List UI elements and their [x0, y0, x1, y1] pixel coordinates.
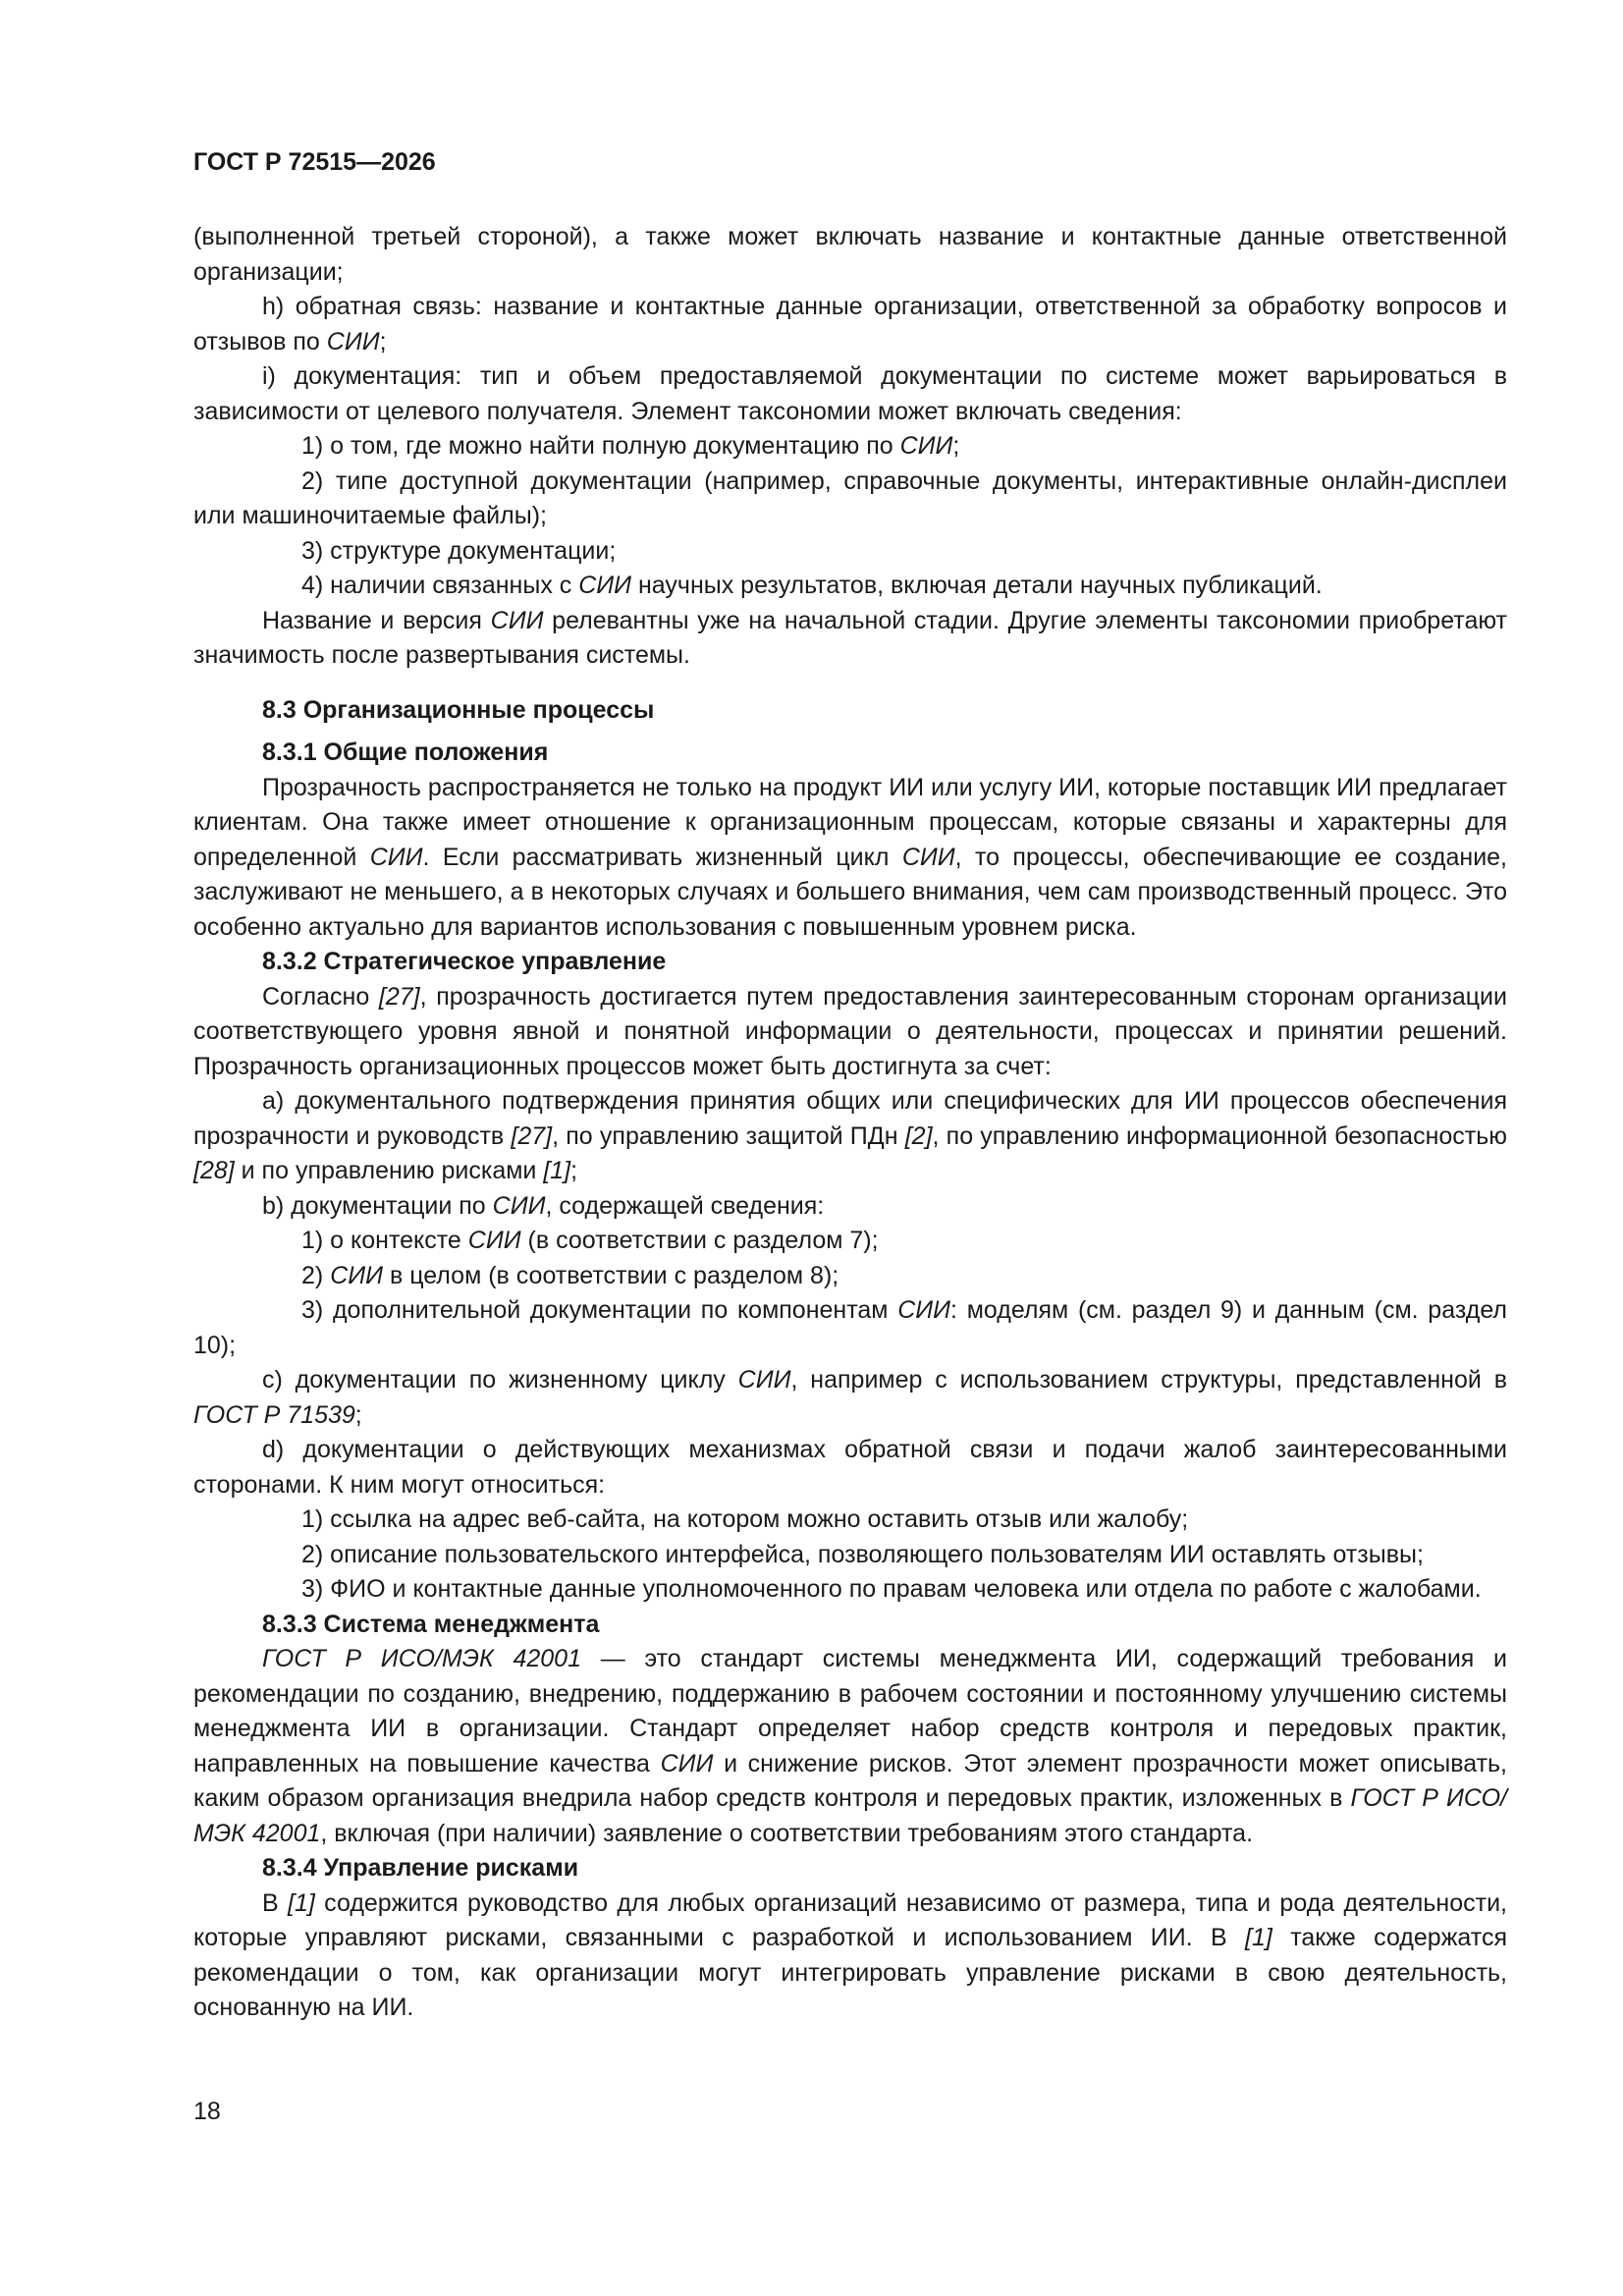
- sublist-item-3: [193, 1572, 1507, 1608]
- text: 2) описание пользовательского интерфейса, позволяющего пользователям ИИ оставлять отзывы;: [301, 1540, 1424, 1568]
- text: h) обратная связь: название и контактные данные организации, ответственной за обработку вопросов и отзывов по: [193, 293, 1507, 355]
- abbr: СИИ: [737, 1366, 791, 1394]
- text: 3) дополнительной документации по компонентам: [301, 1296, 898, 1324]
- text: i) документация: тип и объем предоставляемой документации по системе может варьироваться в зависимости от целевого получателя. Элемент таксономии может включать сведения:: [193, 362, 1507, 425]
- sublist-item-1: [193, 429, 1507, 465]
- sublist-item-1: [193, 1224, 1507, 1259]
- text: , содержащей сведения:: [545, 1191, 825, 1220]
- reference: ГОСТ Р ИСО/МЭК 42001: [193, 1784, 1507, 1847]
- text: 3) ФИО и контактные данные уполномоченного по правам человека или отдела по работе с жалобами.: [301, 1575, 1482, 1603]
- text: ;: [570, 1157, 578, 1184]
- abbr: СИИ: [467, 1227, 521, 1254]
- text: — это стандарт системы менеджмента ИИ, содержащий требования и рекомендации по созданию, внедрению, поддержанию в рабочем состоянии и постоянному улучшению системы менеджмента ИИ в организации. Стандарт определяет набор средств контроля и передовых практик, направленных на повышение качества: [193, 1645, 1507, 1777]
- text: 4) наличии связанных с: [301, 572, 579, 599]
- text: , по управлению информационной безопасностью: [932, 1121, 1508, 1150]
- text: 3) структуре документации;: [301, 536, 617, 565]
- list-item-d: [193, 1433, 1507, 1503]
- text: 1) о контексте: [301, 1227, 468, 1254]
- section-heading-8-3-3: 8.3.3 Система менеджмента: [262, 1610, 600, 1638]
- text: и по управлению рисками: [234, 1157, 544, 1184]
- text: и снижение рисков. Этот элемент прозрачности может описывать, каким образом организация внедрила набор средств контроля и передовых практик, изложенных в: [193, 1749, 1507, 1812]
- text: 2): [301, 1261, 331, 1289]
- abbr: СИИ: [901, 843, 955, 871]
- abbr: СИИ: [899, 432, 953, 460]
- text: . Если рассматривать жизненный цикл: [422, 843, 902, 871]
- text: (выполненной третьей стороной), а также может включать название и контактные данные ответственной организации;: [193, 223, 1507, 286]
- list-item-h: [193, 290, 1507, 359]
- abbr: СИИ: [660, 1749, 714, 1777]
- text: 1) о том, где можно найти полную документацию по: [301, 432, 900, 460]
- text: Прозрачность распространяется не только на продукт ИИ или услугу ИИ, которые поставщик ИИ предлагает клиентам. Она также имеет отношение к организационным процессам, которые связаны и характерны для определенной: [193, 773, 1507, 871]
- sublist-item-3: [193, 1293, 1507, 1363]
- text: : моделям (см. раздел 9) и данным (см. раздел 10);: [193, 1296, 1507, 1359]
- text: ;: [379, 327, 387, 355]
- sublist-item-3: [193, 534, 1507, 570]
- abbr: СИИ: [326, 327, 380, 355]
- text: 2) типе доступной документации (например, справочные документы, интерактивные онлайн-дисплеи или машиночитаемые файлы);: [193, 466, 1507, 529]
- reference: [1]: [288, 1888, 315, 1917]
- text: d) документации о действующих механизмах обратной связи и подачи жалоб заинтересованными сторонами. К ним могут относиться:: [193, 1436, 1507, 1499]
- text: Название и версия: [262, 606, 491, 634]
- reference: ГОСТ Р ИСО/МЭК 42001: [262, 1645, 581, 1672]
- document-header: ГОСТ Р 72515—2026: [193, 148, 436, 176]
- sublist-item-1: [193, 1503, 1507, 1538]
- list-item-b: [193, 1189, 1507, 1225]
- text: , включая (при наличии) заявление о соответствии требованиям этого стандарта.: [320, 1819, 1254, 1847]
- reference: [2]: [904, 1121, 933, 1150]
- page-number: 18: [193, 2098, 221, 2125]
- text: , прозрачность достигается путем предоставления заинтересованным сторонам организации соответствующего уровня явной и понятной информации о деятельности, процессах и принятии решений. Прозрачность организационных процессов может быть достигнута за счет:: [193, 982, 1507, 1080]
- section-heading-8-3-2: 8.3.2 Стратегическое управление: [262, 948, 667, 975]
- reference: [28]: [193, 1157, 235, 1184]
- abbr: СИИ: [330, 1261, 384, 1289]
- section-heading-8-3-4: 8.3.4 Управление рисками: [262, 1854, 579, 1882]
- list-item-a: [193, 1084, 1507, 1189]
- text: , например с использованием структуры, представленной в: [790, 1366, 1508, 1394]
- text: в целом (в соответствии с разделом 8);: [383, 1261, 839, 1289]
- abbr: СИИ: [369, 843, 423, 871]
- text: c) документации по жизненному циклу: [262, 1366, 738, 1394]
- text: В: [262, 1888, 289, 1917]
- paragraph: [193, 980, 1507, 1085]
- text: содержится руководство для любых организаций независимо от размера, типа и рода деятельности, которые управляют рисками, связанными с разработкой и использованием ИИ. В: [193, 1888, 1507, 1951]
- reference: [27]: [378, 982, 420, 1011]
- text: 1) ссылка на адрес веб-сайта, на котором можно оставить отзыв или жалобу;: [301, 1505, 1189, 1533]
- document-page: [193, 147, 1507, 2026]
- section-heading-8-3-1: 8.3.1 Общие положения: [262, 738, 549, 766]
- abbr: СИИ: [897, 1296, 951, 1324]
- reference: [1]: [543, 1157, 571, 1184]
- paragraph: [193, 1886, 1507, 2026]
- text: (в соответствии с разделом 7);: [520, 1227, 879, 1254]
- text: ;: [952, 432, 960, 460]
- reference: [27]: [511, 1121, 553, 1150]
- abbr: СИИ: [578, 572, 632, 599]
- text: ;: [354, 1400, 362, 1429]
- reference: [1]: [1245, 1924, 1272, 1951]
- text: релевантны уже на начальной стадии. Другие элементы таксономии приобретают значимость после развертывания системы.: [193, 606, 1507, 669]
- paragraph: [193, 220, 1507, 290]
- section-heading-8-3: 8.3 Организационные процессы: [262, 695, 655, 724]
- sublist-item-2: [193, 465, 1507, 534]
- list-item-i: [193, 359, 1507, 429]
- sublist-item-2: [193, 1259, 1507, 1294]
- sublist-item-4: [193, 569, 1507, 604]
- paragraph: [193, 1642, 1507, 1851]
- text: b) документации по: [262, 1191, 493, 1220]
- text: , то процессы, обеспечивающие ее создание, заслуживают не меньшего, а в некоторых случаях и большего внимания, чем сам производственный процесс. Это особенно актуально для вариантов использования с повышенным уровнем риска.: [193, 843, 1508, 941]
- text: , по управлению защитой ПДн: [552, 1121, 905, 1150]
- sublist-item-2: [193, 1538, 1507, 1573]
- paragraph: [193, 771, 1507, 946]
- abbr: СИИ: [492, 1191, 546, 1220]
- text: также содержатся рекомендации о том, как организации могут интегрировать управление рисками в свою деятельность, основанную на ИИ.: [193, 1924, 1507, 2021]
- abbr: СИИ: [490, 606, 544, 634]
- text: научных результатов, включая детали научных публикаций.: [631, 572, 1323, 599]
- text: Согласно: [262, 982, 379, 1011]
- text: a) документального подтверждения принятия общих или специфических для ИИ процессов обеспечения прозрачности и руководств: [193, 1087, 1507, 1150]
- list-item-c: [193, 1363, 1507, 1433]
- paragraph: [193, 604, 1507, 674]
- reference: ГОСТ Р 71539: [193, 1400, 355, 1429]
